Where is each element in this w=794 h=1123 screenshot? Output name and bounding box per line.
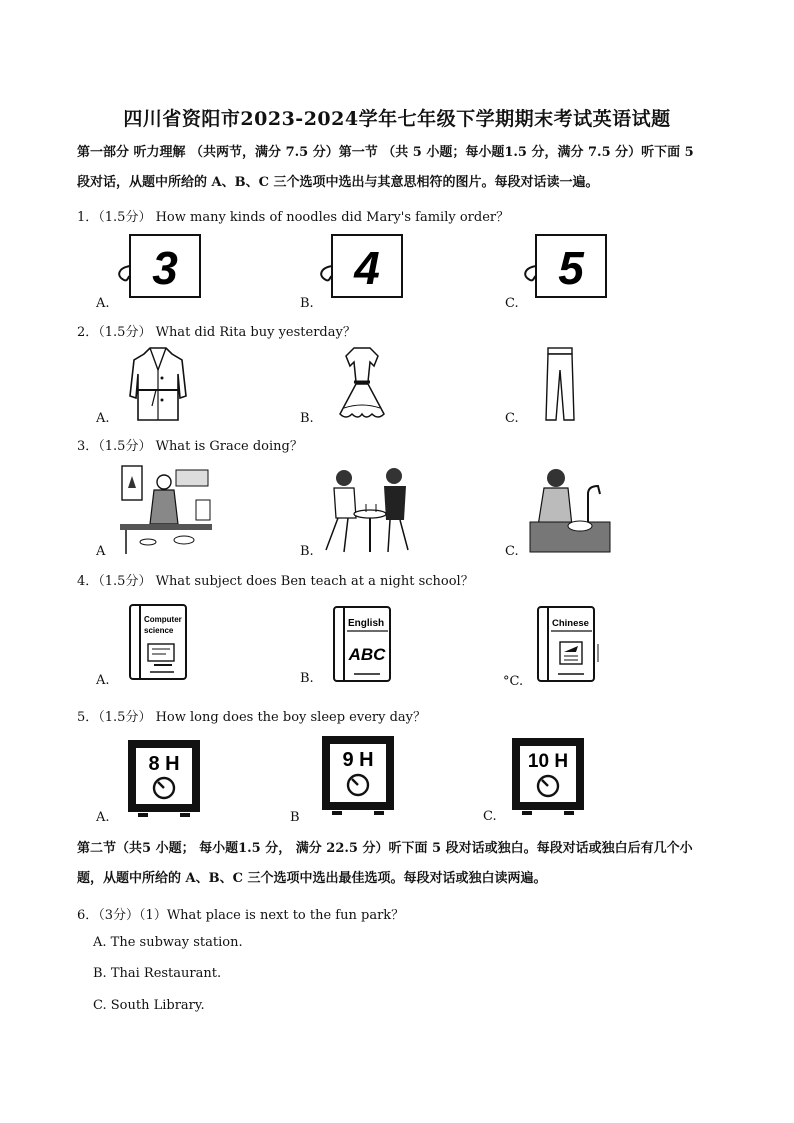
- book-title-english: English: [348, 618, 385, 629]
- washing-dishes-icon[interactable]: [528, 464, 612, 556]
- q5-option-a-screen[interactable]: [124, 737, 204, 819]
- question-4: 4．（1.5分） What subject does Ben teach at a night school？: [77, 574, 474, 589]
- page-title: 四川省资阳市2023-2024学年七年级下学期期末考试英语试题: [123, 108, 671, 130]
- q6-choice-a[interactable]: A. The subway station.: [93, 935, 243, 950]
- cooking-icon[interactable]: [118, 460, 214, 556]
- q3-option-a-label: A: [96, 544, 106, 559]
- q3-option-b-label: B.: [300, 544, 314, 559]
- eating-with-friend-icon[interactable]: [318, 462, 418, 554]
- q4-option-b-book[interactable]: [330, 604, 394, 684]
- q2-option-c-label: C.: [505, 411, 519, 426]
- q1-option-b-image[interactable]: [316, 232, 408, 300]
- q5-option-b-screen[interactable]: [318, 733, 398, 817]
- q2-option-a-label: A.: [96, 411, 110, 426]
- part1-instructions: [77, 138, 727, 198]
- question-1: 1．（1.5分） How many kinds of noodles did Mary's family order？: [77, 210, 510, 225]
- question-3: 3．（1.5分） What is Grace doing？: [77, 439, 303, 454]
- q1-number-5: 5: [558, 242, 584, 294]
- question-2: 2．（1.5分） What did Rita buy yesterday？: [77, 325, 356, 340]
- q5-option-b-label: B: [290, 810, 300, 825]
- book-title-chinese: Chinese: [552, 618, 589, 629]
- book-title-computer: Computer: [144, 615, 182, 624]
- part2-line1: 第二节（共5 小题； 每小题1.5 分， 满分 22.5 分）听下面 5 段对话或独白。每段对话或独白后有几个小: [77, 841, 693, 856]
- q6-choice-c[interactable]: C. South Library.: [93, 998, 205, 1013]
- q4-option-c-book[interactable]: [534, 604, 604, 684]
- question-6: 6．（3分）（1）What place is next to the fun park？: [77, 908, 405, 923]
- q1-option-c-image[interactable]: [520, 232, 612, 300]
- book-title-science: science: [144, 626, 174, 635]
- part1-line2: 段对话，从题中所给的 A、B、C 三个选项中选出与其意思相符的图片。每段对话读一遍。: [77, 175, 599, 190]
- q6-choice-b[interactable]: B. Thai Restaurant.: [93, 966, 222, 981]
- part2-instructions: [77, 834, 727, 894]
- sleep-9-hours: 9 H: [342, 749, 374, 771]
- q5-option-c-screen[interactable]: [508, 735, 588, 817]
- q1-option-a-image[interactable]: [114, 232, 206, 300]
- q4-option-c-label: °C.: [503, 674, 524, 689]
- q2-option-b-label: B.: [300, 411, 314, 426]
- part2-line2: 题，从题中所给的 A、B、C 三个选项中选出最佳选项。每段对话或独白读两遍。: [77, 871, 547, 886]
- q3-option-c-label: C.: [505, 544, 519, 559]
- pants-icon[interactable]: [540, 344, 580, 424]
- q4-option-a-book[interactable]: [126, 602, 190, 682]
- q1-option-a-label: A.: [96, 296, 110, 311]
- q1-option-c-label: C.: [505, 296, 519, 311]
- q1-option-b-label: B.: [300, 296, 314, 311]
- abc-text: ABC: [348, 645, 386, 664]
- sleep-10-hours: 10 H: [527, 751, 569, 772]
- q4-option-a-label: A.: [96, 673, 110, 688]
- coat-icon[interactable]: [126, 344, 190, 424]
- sleep-8-hours: 8 H: [148, 753, 180, 775]
- q1-number-3: 3: [152, 242, 178, 294]
- q5-option-a-label: A.: [96, 810, 110, 825]
- q1-number-4: 4: [354, 242, 380, 294]
- question-5: 5．（1.5分） How long does the boy sleep every day？: [77, 710, 427, 725]
- q5-option-c-label: C.: [483, 809, 497, 824]
- dress-icon[interactable]: [330, 344, 394, 424]
- part1-line1: 第一部分 听力理解 （共两节，满分 7.5 分）第一节 （共 5 小题；每小题1.5 分，满分 7.5 分）听下面 5: [77, 145, 694, 160]
- q4-option-b-label: B.: [300, 671, 314, 686]
